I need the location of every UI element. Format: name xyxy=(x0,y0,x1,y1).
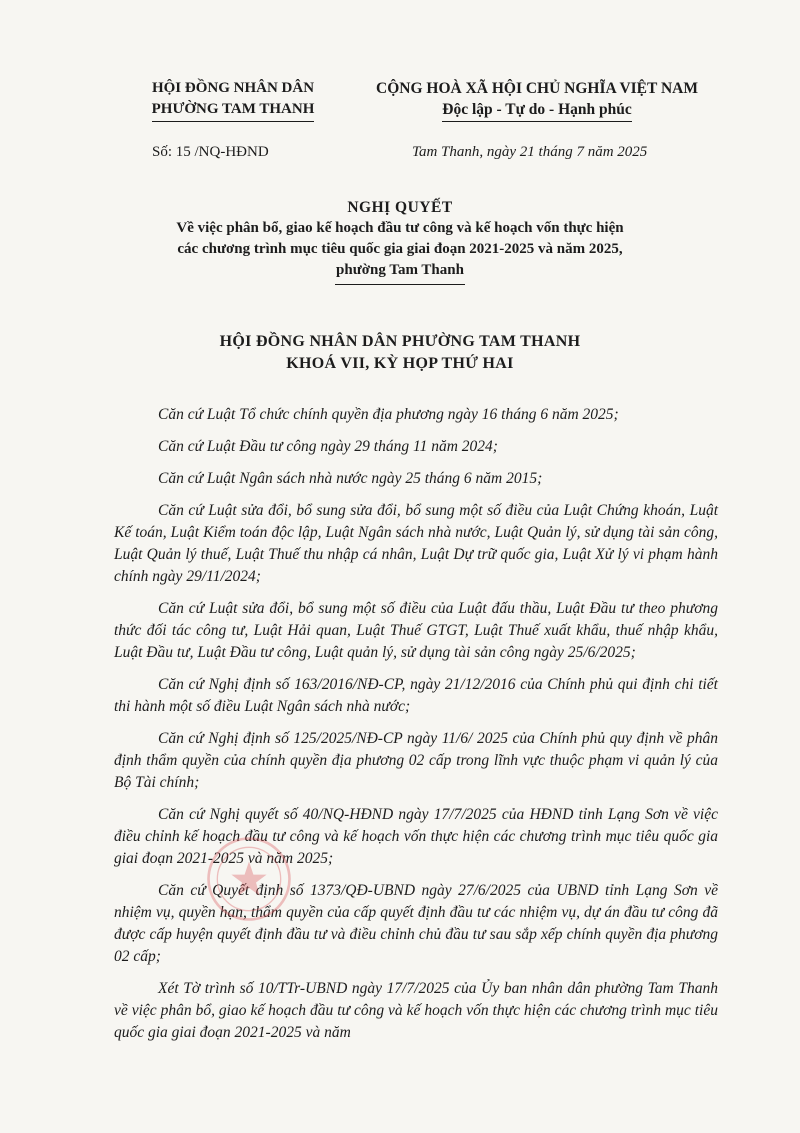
resolution-subtitle-line2: các chương trình mục tiêu quốc gia giai đoạn 2021-2025 và năm 2025, xyxy=(177,241,623,257)
council-session: KHOÁ VII, KỲ HỌP THỨ HAI xyxy=(286,355,514,372)
issuing-body-line1: HỘI ĐỒNG NHÂN DÂN xyxy=(151,80,315,96)
legal-bases xyxy=(114,404,718,1054)
legal-basis-item: Căn cứ Luật Tổ chức chính quyền địa phương ngày 16 tháng 6 năm 2025; xyxy=(158,406,619,423)
resolution-title: NGHỊ QUYẾT xyxy=(347,199,453,216)
legal-basis-item: Căn cứ Nghị quyết số 40/NQ-HĐND ngày 17/7/2025 của HĐND tỉnh Lạng Sơn về việc điều chỉnh kế hoạch đầu tư công và kế hoạch vốn thực hiện các chương trình mục tiêu quốc gia giai đoạn 2021-2025 và năm 2025; xyxy=(114,806,718,867)
resolution-subtitle-line1: Về việc phân bổ, giao kế hoạch đầu tư công và kế hoạch vốn thực hiện xyxy=(176,220,624,236)
title-divider xyxy=(335,284,465,285)
red-seal-stamp xyxy=(205,835,293,923)
issuing-body-line2: PHƯỜNG TAM THANH xyxy=(152,99,315,122)
legal-basis-item: Căn cứ Luật sửa đổi, bổ sung sửa đổi, bổ sung một số điều của Luật Chứng khoán, Luật Kế toán, Luật Kiểm toán độc lập, Luật Ngân sách nhà nước, Luật Quản lý, sử dụng tài sản công, Luật Quản lý thuế, Luật Thuế thu nhập cá nhân, Luật Dự trữ quốc gia, Luật Xử lý vi phạm hành chính ngày 29/11/2024; xyxy=(114,502,718,585)
council-heading xyxy=(100,331,700,375)
council-name: HỘI ĐỒNG NHÂN DÂN PHƯỜNG TAM THANH xyxy=(219,333,581,350)
issuing-body xyxy=(118,78,348,122)
motto-line: Độc lập - Tự do - Hạnh phúc xyxy=(442,99,631,122)
legal-basis-item: Căn cứ Nghị định số 125/2025/NĐ-CP ngày 11/6/ 2025 của Chính phủ quy định về phân định thẩm quyền của chính quyền địa phương 02 cấp trong lĩnh vực thuộc phạm vi quản lý của Bộ Tài chính; xyxy=(114,730,718,791)
resolution-title-block xyxy=(120,198,680,285)
legal-basis-item: Căn cứ Quyết định số 1373/QĐ-UBND ngày 27/6/2025 của UBND tỉnh Lạng Sơn về nhiệm vụ, quyền hạn, thẩm quyền của cấp quyết định đầu tư các nhiệm vụ, dự án đầu tư công đã được cấp huyện quyết định đầu tư và điều chỉnh chủ đầu tư sau sắp xếp chính quyền địa phương 02 cấp; xyxy=(114,882,718,965)
place-and-date: Tam Thanh, ngày 21 tháng 7 năm 2025 xyxy=(412,144,648,160)
legal-basis-item: Xét Tờ trình số 10/TTr-UBND ngày 17/7/2025 của Ủy ban nhân dân phường Tam Thanh về việc phân bổ, giao kế hoạch đầu tư công và kế hoạch vốn thực hiện các chương trình mục tiêu quốc gia giai đoạn 2021-2025 và năm xyxy=(114,980,718,1041)
resolution-subtitle-line3: phường Tam Thanh xyxy=(336,262,464,278)
legal-basis-item: Căn cứ Luật sửa đổi, bổ sung một số điều của Luật đấu thầu, Luật Đầu tư theo phương thức đối tác công tư, Luật Hải quan, Luật Thuế GTGT, Luật Thuế xuất khẩu, thuế nhập khẩu, Luật Đầu tư, Luật Đầu tư công, Luật quản lý, sử dụng tài sản công ngày 25/6/2025; xyxy=(114,600,718,661)
document-number: Số: 15 /NQ-HĐND xyxy=(152,144,269,160)
national-motto xyxy=(352,78,722,122)
legal-basis-item: Căn cứ Luật Ngân sách nhà nước ngày 25 tháng 6 năm 2015; xyxy=(158,470,543,487)
legal-basis-item: Căn cứ Nghị định số 163/2016/NĐ-CP, ngày 21/12/2016 của Chính phủ qui định chi tiết thi hành một số điều Luật Ngân sách nhà nước; xyxy=(114,676,718,715)
legal-basis-item: Căn cứ Luật Đầu tư công ngày 29 tháng 11 năm 2024; xyxy=(158,438,498,455)
national-name: CỘNG HOÀ XÃ HỘI CHỦ NGHĨA VIỆT NAM xyxy=(376,80,698,97)
